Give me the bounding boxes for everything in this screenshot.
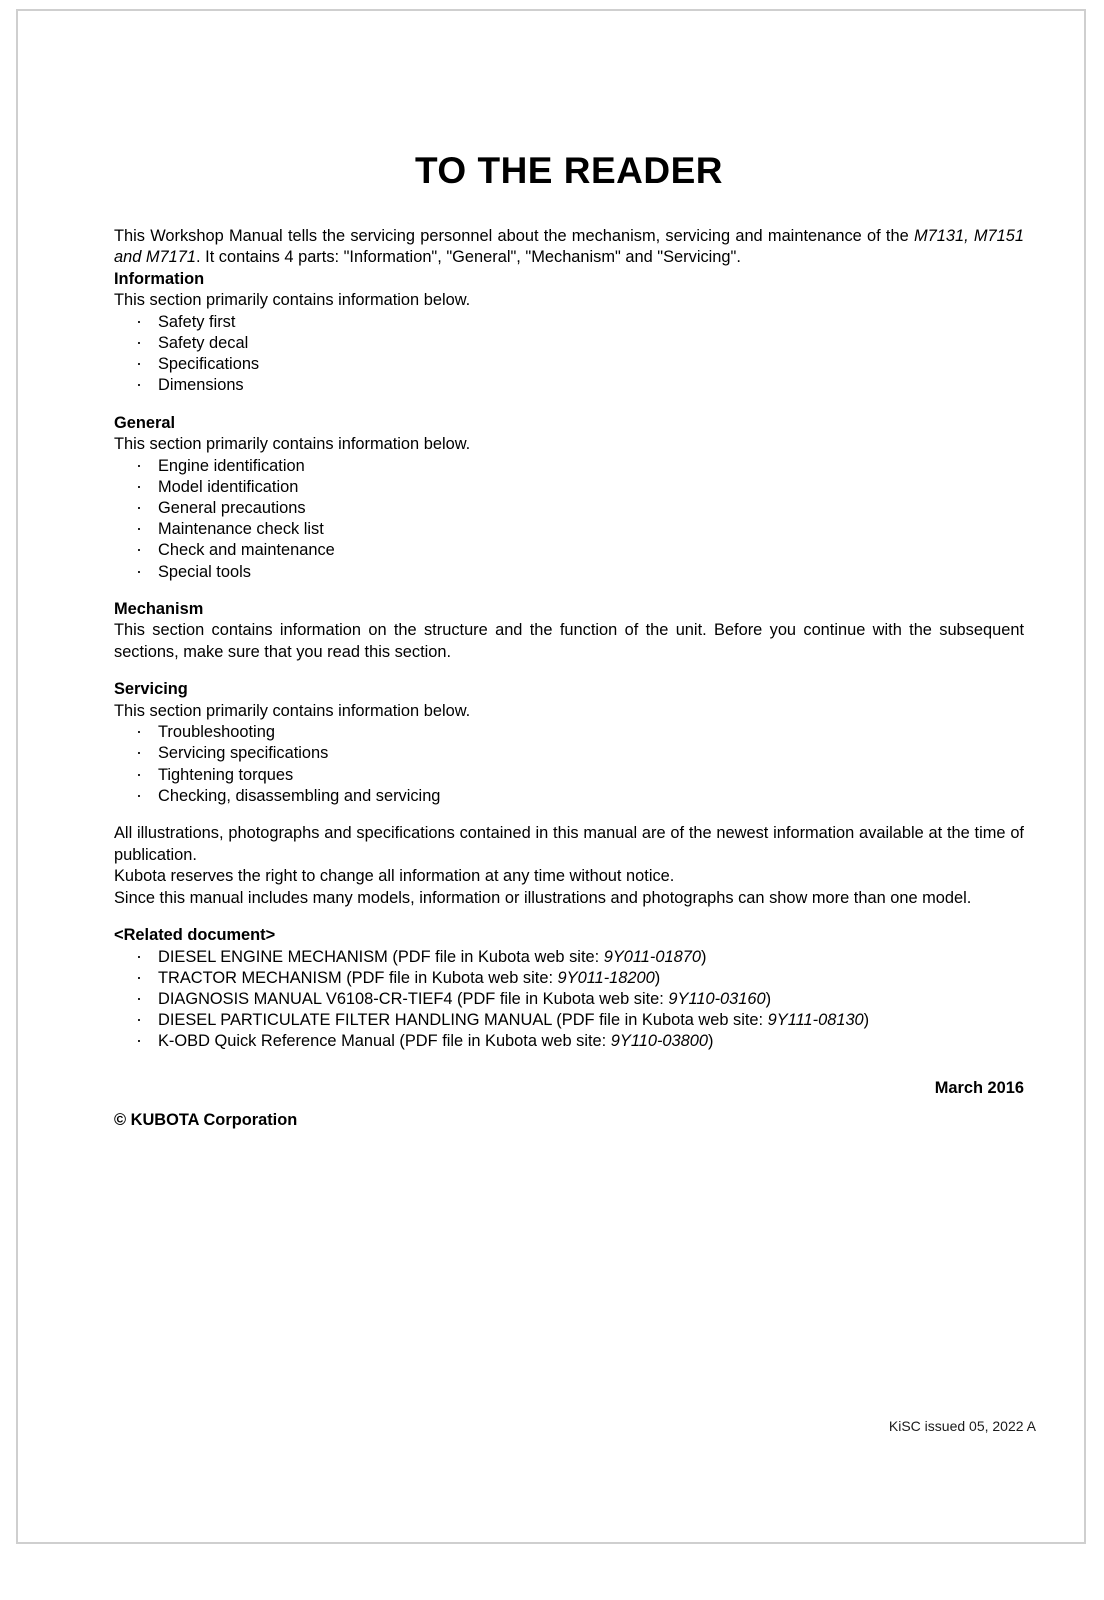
list-item [114,1010,1024,1031]
intro-text-part2: . It contains 4 parts: "Information", "General", "Mechanism" and "Servicing". [196,248,741,267]
related-doc-name: TRACTOR MECHANISM (PDF file in Kubota web site: [158,968,558,987]
related-doc-code: 9Y011-18200 [557,968,655,987]
notice-models: Since this manual includes many models, information or illustrations and photographs can show more than one model. [114,888,972,907]
section-list-servicing [114,722,1024,807]
section-heading-mechanism: Mechanism [114,599,204,618]
related-doc-name: DIESEL ENGINE MECHANISM (PDF file in Kubota web site: [158,947,604,966]
related-doc-code: 9Y011-01870 [603,947,701,966]
section-lead-servicing: This section primarily contains information below. [114,701,471,720]
section-list-information [114,312,1024,397]
related-doc-close: ) [700,947,707,966]
page-footer: KiSC issued 05, 2022 A [888,1418,1036,1434]
list-item: · Safety decal [114,333,1024,354]
section-heading-information: Information [114,269,205,288]
publication-date: March 2016 [934,1078,1024,1097]
related-doc-name: K-OBD Quick Reference Manual (PDF file in Kubota web site: [158,1032,611,1051]
document-content [114,151,1024,1130]
section-heading-servicing: Servicing [114,680,188,699]
section-lead-mechanism: This section contains information on the structure and the function of the unit. Before you continue with the subsequent sections, make sure that you read this section. [114,621,1024,661]
list-item: · Maintenance check list [114,519,1024,540]
list-item: · General precautions [114,498,1024,519]
section-list-general [114,456,1024,583]
section-lead-general: This section primarily contains information below. [114,435,471,453]
section-heading-general: General [114,413,176,432]
spacer [114,909,1024,925]
list-item: · Special tools [114,562,1024,583]
list-item: · Tightening torques [114,765,1024,786]
list-item: · Model identification [114,477,1024,498]
related-doc-name: DIESEL PARTICULATE FILTER HANDLING MANUAL (PDF file in Kubota web site: [158,1011,768,1030]
intro-model-names: M7131, M7151 and M7171 [114,226,1024,267]
page-title: TO THE READER [414,150,723,191]
list-item: · Safety first [114,312,1024,333]
copyright-line: © KUBOTA Corporation [114,1110,298,1129]
list-item: · Servicing specifications [114,743,1024,764]
section-lead-information: This section primarily contains information below. [114,291,471,310]
intro-paragraph [114,226,1024,269]
list-item: · Specifications [114,354,1024,375]
list-item: · Dimensions [114,375,1024,396]
related-doc-code: 9Y111-08130 [767,1011,864,1030]
list-item: · Checking, disassembling and servicing [114,786,1024,807]
notice-rights: Kubota reserves the right to change all information at any time without notice. [114,867,675,886]
spacer [114,807,1024,823]
related-doc-close: ) [863,1011,870,1030]
related-doc-code: 9Y110-03160 [668,989,766,1008]
list-item [114,968,1024,989]
intro-text-part1: This Workshop Manual tells the servicing personnel about the mechanism, servicing and maintenance of the [114,226,914,245]
related-doc-close: ) [707,1032,714,1051]
related-doc-code: 9Y110-03800 [610,1032,708,1051]
list-item [114,947,1024,968]
list-item: · Check and maintenance [114,540,1024,561]
related-document-list [114,947,1024,1053]
list-item: · Engine identification [114,456,1024,477]
notice-illustrations: All illustrations, photographs and specifications contained in this manual are of the newest information available at the time of publication. [114,824,1024,864]
list-item [114,1031,1024,1052]
related-doc-close: ) [654,968,661,987]
list-item [114,989,1024,1010]
list-item: · Troubleshooting [114,722,1024,743]
related-document-heading: <Related document> [114,926,276,945]
document-page [16,9,1086,1544]
related-doc-close: ) [765,989,772,1008]
related-doc-name: DIAGNOSIS MANUAL V6108-CR-TIEF4 (PDF file in Kubota web site: [158,989,669,1008]
